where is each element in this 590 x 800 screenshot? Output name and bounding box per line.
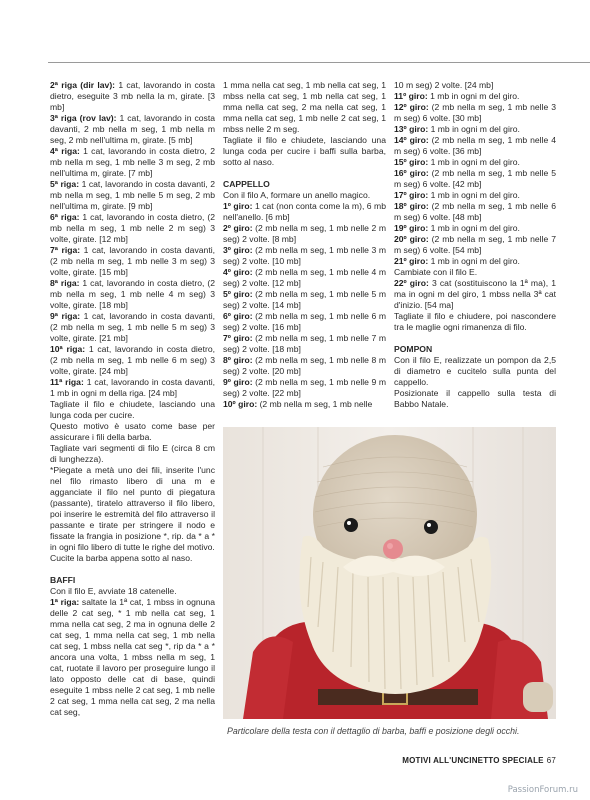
row-label: 4ª riga: [50, 146, 80, 156]
header-rule [48, 62, 590, 63]
row-label: 6ª riga: [50, 212, 80, 222]
row-label: 1ª riga: [50, 597, 80, 607]
row-text: 1 cat, lavorando in costa dietro, (2 mb nella m seg, 1 mb nelle 6 m seg) 3 volte, girate. [24 mb] [50, 344, 215, 376]
row-text: saltate la 1ª cat, 1 mbss in ognuna delle 2 cat seg, * 1 mb nella cat seg, 1 mma nella cat seg, 2 ma in ognuna delle 2 cat seg, 1 mma nella cat seg, 1 mb nella cat seg, 1 mbss nella cat seg *, rip da * a * ancora una volta, 1 mbss nella m seg, 1 cat, ruotate il lavoro per proseguire lungo il lato opposto delle cat di base, quindi eseguite 1 mbss nelle 2 cat seg, 1 mb nelle 2 cat seg, 1 mma nella cat seg, 2 ma nella cat seg, [50, 597, 215, 717]
round-text: (2 mb nella m seg, 1 mb nelle 9 m seg) 2 volte. [22 mb] [223, 377, 386, 398]
paragraph: Cambiate con il filo E. [394, 267, 478, 277]
page-footer [402, 756, 556, 765]
round-14 [394, 135, 556, 157]
paragraph: 1 mma nella cat seg, 1 mb nella cat seg, 1 mbss nella cat seg, 1 mb nella cat seg, 1 mma nella cat seg, 2 ma nella cat seg, 1 mma nella cat seg, 1 mb nelle 2 cat seg, 1 mbss nelle 2 m seg. [223, 80, 386, 134]
round-text: (2 mb nella m seg, 1 mb nelle 5 m seg) 2 volte. [14 mb] [223, 289, 386, 310]
watermark: PassionForum.ru [507, 785, 578, 795]
page-number: 67 [546, 756, 556, 765]
row-label: 7ª riga: [50, 245, 81, 255]
round-label: 9º giro: [223, 377, 253, 387]
magazine-title: MOTIVI ALL'UNCINETTO SPECIALE [402, 756, 544, 765]
round-19 [394, 223, 556, 234]
row-label: 3ª riga (rov lav): [50, 113, 117, 123]
round-21 [394, 256, 556, 267]
santa-photo [223, 427, 556, 719]
round-text: 3 cat (sostituiscono la 1ª ma), 1 ma in ogni m del giro, 1 mbss nella 3ª cat d'inizio. [54 ma] [394, 278, 556, 310]
photo-caption: Particolare della testa con il dettaglio di barba, baffi e posizione degli occhi. [227, 726, 520, 736]
round-label: 7º giro: [223, 333, 253, 343]
row-text: 1 cat, lavorando in costa davanti, (2 mb nella m seg, 1 mb nelle 3 m seg) 3 volte, girate. [15 mb] [50, 245, 215, 277]
round-text: (2 mb nella m seg, 1 mb nelle 3 m seg) 6 volte. [30 mb] [394, 102, 556, 123]
row-label: 11ª riga: [50, 377, 84, 387]
round-6 [223, 311, 386, 333]
round-label: 21º giro: [394, 256, 429, 266]
row-label: 10ª riga: [50, 344, 86, 354]
paragraph: Tagliate vari segmenti di filo E (circa 8 cm di lunghezza). [50, 443, 215, 464]
round-5 [223, 289, 386, 311]
round-label: 11º giro: [394, 91, 428, 101]
round-15 [394, 157, 556, 168]
round-text: (2 mb nella m seg, 1 mb nelle [257, 399, 373, 409]
round-text: 1 mb in ogni m del giro. [428, 124, 520, 134]
paragraph: Cucite la barba appena sotto al naso. [50, 553, 193, 563]
row-text: 1 cat, lavorando in costa dietro, eseguite 3 mb nella la m, girate. [3 mb] [50, 80, 215, 112]
row-text: 1 cat, lavorando in costa dietro, 2 mb nella m seg, 1 mb nelle 3 m seg, 2 mb nell'ultima m, girate. [7 mb] [50, 146, 215, 178]
round-2 [223, 223, 386, 245]
row-text: 1 cat, lavorando in costa davanti, 2 mb nella m seg, 1 mb nelle 5 m seg, 2 mb nell'ultima m, girate. [9 mb] [50, 179, 215, 211]
instruction-row-3 [50, 113, 215, 146]
round-text: (2 mb nella m seg, 1 mb nelle 3 m seg) 2 volte. [10 mb] [223, 245, 386, 266]
instruction-row-10 [50, 344, 215, 377]
round-text: 1 mb in ogni m del giro. [427, 91, 520, 101]
section-heading-pompon: POMPON [394, 344, 433, 354]
row-text: 1 cat, lavorando in costa davanti, (2 mb nella m seg, 1 mb nelle 5 m seg) 3 volte, girate. [21 mb] [50, 311, 215, 343]
round-22 [394, 278, 556, 311]
instruction-row-9 [50, 311, 215, 344]
round-13 [394, 124, 556, 135]
round-text: 1 mb in ogni m del giro. [428, 256, 520, 266]
round-label: 8º giro: [223, 355, 253, 365]
row-label: 8ª riga: [50, 278, 80, 288]
instruction-row-6 [50, 212, 215, 245]
round-12 [394, 102, 556, 124]
row-label: 9ª riga: [50, 311, 81, 321]
row-label: 2ª riga (dir lav): [50, 80, 116, 90]
paragraph: 10 m seg) 2 volte. [24 mb] [394, 80, 494, 90]
instruction-row-2 [50, 80, 215, 113]
paragraph: Tagliate il filo e chiudere, poi nascondere tra le maglie ogni rimanenza di filo. [394, 311, 556, 332]
round-20 [394, 234, 556, 256]
round-label: 1º giro: [223, 201, 253, 211]
round-label: 15º giro: [394, 157, 429, 167]
round-text: (2 mb nella m seg, 1 mb nelle 6 m seg) 6 volte. [48 mb] [394, 201, 556, 222]
round-label: 14º giro: [394, 135, 429, 145]
round-text: (2 mb nella m seg, 1 mb nelle 7 m seg) 2 volte. [18 mb] [223, 333, 386, 354]
paragraph: Questo motivo è usato come base per assicurare i fili della barba. [50, 421, 215, 442]
round-label: 17º giro: [394, 190, 429, 200]
round-text: 1 mb in ogni m del giro. [428, 223, 520, 233]
paragraph: Tagliate il filo e chiudete, lasciando una lunga coda per cucire i baffi sulla barba, sotto al naso. [223, 135, 386, 167]
round-label: 22º giro: [394, 278, 429, 288]
round-16 [394, 168, 556, 190]
round-text: (2 mb nella m seg, 1 mb nelle 7 m seg) 6 volte. [54 mb] [394, 234, 556, 255]
round-label: 6º giro: [223, 311, 253, 321]
text-column-3 [394, 80, 556, 410]
row-text: 1 cat, lavorando in costa dietro, (2 mb nella m seg, 1 mb nelle 4 m seg) 3 volte, girate. [18 mb] [50, 278, 215, 310]
round-text: (2 mb nella m seg, 1 mb nelle 4 m seg) 6 volte. [36 mb] [394, 135, 556, 156]
paragraph: Con il filo E, avviate 18 catenelle. [50, 586, 177, 596]
round-label: 16º giro: [394, 168, 429, 178]
section-heading-baffi: BAFFI [50, 575, 76, 585]
round-1 [223, 201, 386, 223]
row-text: 1 cat, lavorando in costa davanti, 1 mb in ogni m della riga. [24 mb] [50, 377, 216, 398]
text-column-2 [223, 80, 386, 410]
round-text: 1 cat (non conta come la m), 6 mb nell'anello. [6 mb] [223, 201, 386, 222]
round-11 [394, 91, 556, 102]
round-10 [223, 399, 386, 410]
round-label: 12º giro: [394, 102, 429, 112]
round-label: 4º giro: [223, 267, 253, 277]
row-text: 1 cat, lavorando in costa dietro, (2 mb nella m seg, 1 mb nelle 2 m seg) 3 volte, girate. [12 mb] [50, 212, 215, 244]
paragraph: *Piegate a metà uno dei fili, inserite l'unc nel filo rimasto libero di una m e agganciate il filo nel punto di piegatura (passante), tiratelo attraverso il filo libero, poi inserire le estremità del filo attraverso il passante e tirate per stringere il nodo e fissate la frangia in posizione *, rip. da * a * in ogni filo libero di tutte le righe del motivo. [50, 465, 215, 552]
round-8 [223, 355, 386, 377]
instruction-row-7 [50, 245, 215, 278]
round-17 [394, 190, 556, 201]
section-heading-cappello: CAPPELLO [223, 179, 270, 189]
round-label: 20º giro: [394, 234, 429, 244]
paragraph: Tagliate il filo e chiudete, lasciando una lunga coda per cucire. [50, 399, 215, 420]
instruction-row-1 [50, 597, 215, 718]
round-7 [223, 333, 386, 355]
round-text: (2 mb nella m seg, 1 mb nelle 2 m seg) 2 volte. [8 mb] [223, 223, 386, 244]
round-label: 19º giro: [394, 223, 429, 233]
instruction-row-11 [50, 377, 215, 399]
round-text: (2 mb nella m seg, 1 mb nelle 6 m seg) 2 volte. [16 mb] [223, 311, 386, 332]
round-label: 10º giro: [223, 399, 258, 409]
text-column-1 [50, 80, 215, 718]
row-label: 5ª riga: [50, 179, 80, 189]
round-label: 18º giro: [394, 201, 429, 211]
round-label: 2º giro: [223, 223, 253, 233]
paragraph: Con il filo E, realizzate un pompon da 2,5 di diametro e cucitelo sulla punta del cappello. [394, 355, 556, 387]
round-label: 3º giro: [223, 245, 253, 255]
round-3 [223, 245, 386, 267]
round-text: (2 mb nella m seg, 1 mb nelle 5 m seg) 6 volte. [42 mb] [394, 168, 556, 189]
instruction-row-5 [50, 179, 215, 212]
round-4 [223, 267, 386, 289]
round-label: 5º giro: [223, 289, 253, 299]
row-text: 1 cat, lavorando in costa davanti, 2 mb nella m seg, 1 mb nella m seg, 2 mb nell'ultima m, girate. [5 mb] [50, 113, 215, 145]
round-text: (2 mb nella m seg, 1 mb nelle 4 m seg) 2 volte. [12 mb] [223, 267, 386, 288]
round-text: (2 mb nella m seg, 1 mb nelle 8 m seg) 2 volte. [20 mb] [223, 355, 386, 376]
paragraph: Posizionate il cappello sulla testa di Babbo Natale. [394, 388, 556, 409]
instruction-row-8 [50, 278, 215, 311]
round-label: 13º giro: [394, 124, 429, 134]
instruction-row-4 [50, 146, 215, 179]
round-9 [223, 377, 386, 399]
round-text: 1 mb in ogni m del giro. [428, 190, 520, 200]
round-text: 1 mb in ogni m del giro. [428, 157, 520, 167]
round-18 [394, 201, 556, 223]
paragraph: Con il filo A, formare un anello magico. [223, 190, 371, 200]
